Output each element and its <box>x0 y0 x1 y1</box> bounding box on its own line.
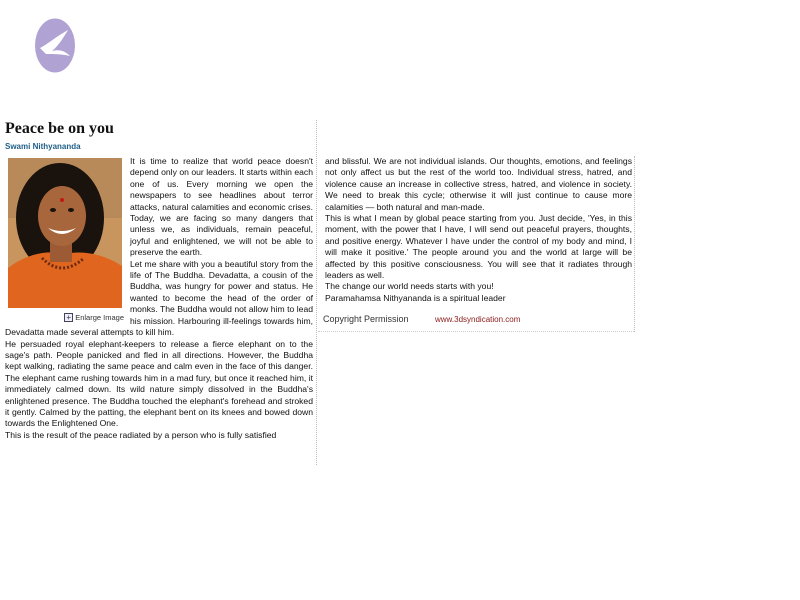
enlarge-label: Enlarge Image <box>75 313 124 322</box>
paragraph: The change our world needs starts with you! <box>325 281 494 292</box>
column-divider <box>316 120 317 465</box>
author-byline[interactable]: Swami Nithyananda <box>5 142 81 151</box>
article-title: Peace be on you <box>5 120 114 137</box>
plus-icon: + <box>64 313 73 322</box>
paragraph: It is time to realize that world peace doesn't depend only on our leaders. It starts within each one of us. Every morning we open the newspapers to see headlines about terror attacks, natural calamities and economic crises. Today, we are facing so many dangers that unless we, as individuals, remain peaceful, joyful and enlightened, we will not be able to preserve the earth. <box>130 156 313 258</box>
enlarge-image-link[interactable] <box>8 312 124 323</box>
syndication-link[interactable]: www.3dsyndication.com <box>435 315 521 324</box>
dove-logo <box>34 18 76 73</box>
copyright-permission-link[interactable]: Copyright Permission <box>323 314 409 324</box>
author-photo[interactable] <box>8 158 122 308</box>
paragraph: Let me share with you a beautiful story from the life of The Buddha. Devadatta, a cousin of the Buddha, was hungry for power and status. He wanted to become the head of the order of monks. The Buddha would not allow him to lead his mission. Harbouring ill-feelings towards him, Devadatta made several attempts to kill him. <box>5 258 313 338</box>
article-column-2 <box>325 156 632 304</box>
paragraph: This is what I mean by global peace starting from you. Just decide, 'Yes, in this moment, with the power that I have, I will send out peaceful prayers, thoughts, and positive energy. Whatever I have under the control of my body and mind, I will make it positive.' The people around you and the world at large will be affected by this positive consciousness. You will see that it radiates through leaders as well. <box>325 213 632 281</box>
paragraph: This is the result of the peace radiated by a person who is fully satisfied <box>5 429 277 440</box>
author-note: Paramahamsa Nithyananda is a spiritual leader <box>325 292 506 303</box>
paragraph: and blissful. We are not individual islands. Our thoughts, emotions, and feelings not only affect us but the rest of the world too. Individual stress, hatred, and violence cause an increase in collective stress, hatred, and violence in society. We need to break this cycle; otherwise it will just continue to cause more calamities — both natural and man-made. <box>325 156 632 212</box>
footer-divider <box>318 331 634 332</box>
photo-block <box>8 158 124 323</box>
paragraph: He persuaded royal elephant-keepers to release a fierce elephant on to the sage's path. People panicked and fled in all directions. However, the Buddha kept walking, radiating the same peace and calm even in the face of this danger. The elephant came rushing towards him in a mad fury, but once it reached him, it immediately calmed down. Its wild nature simply dissolved in the Buddha's enlightened presence. The Buddha touched the elephant's forehead and stroked it gently. Calmed by the patting, the elephant bent on its knees and bowed down towards the Enlightened One. <box>5 338 313 429</box>
article-column-1 <box>5 156 313 441</box>
right-border <box>634 156 635 332</box>
